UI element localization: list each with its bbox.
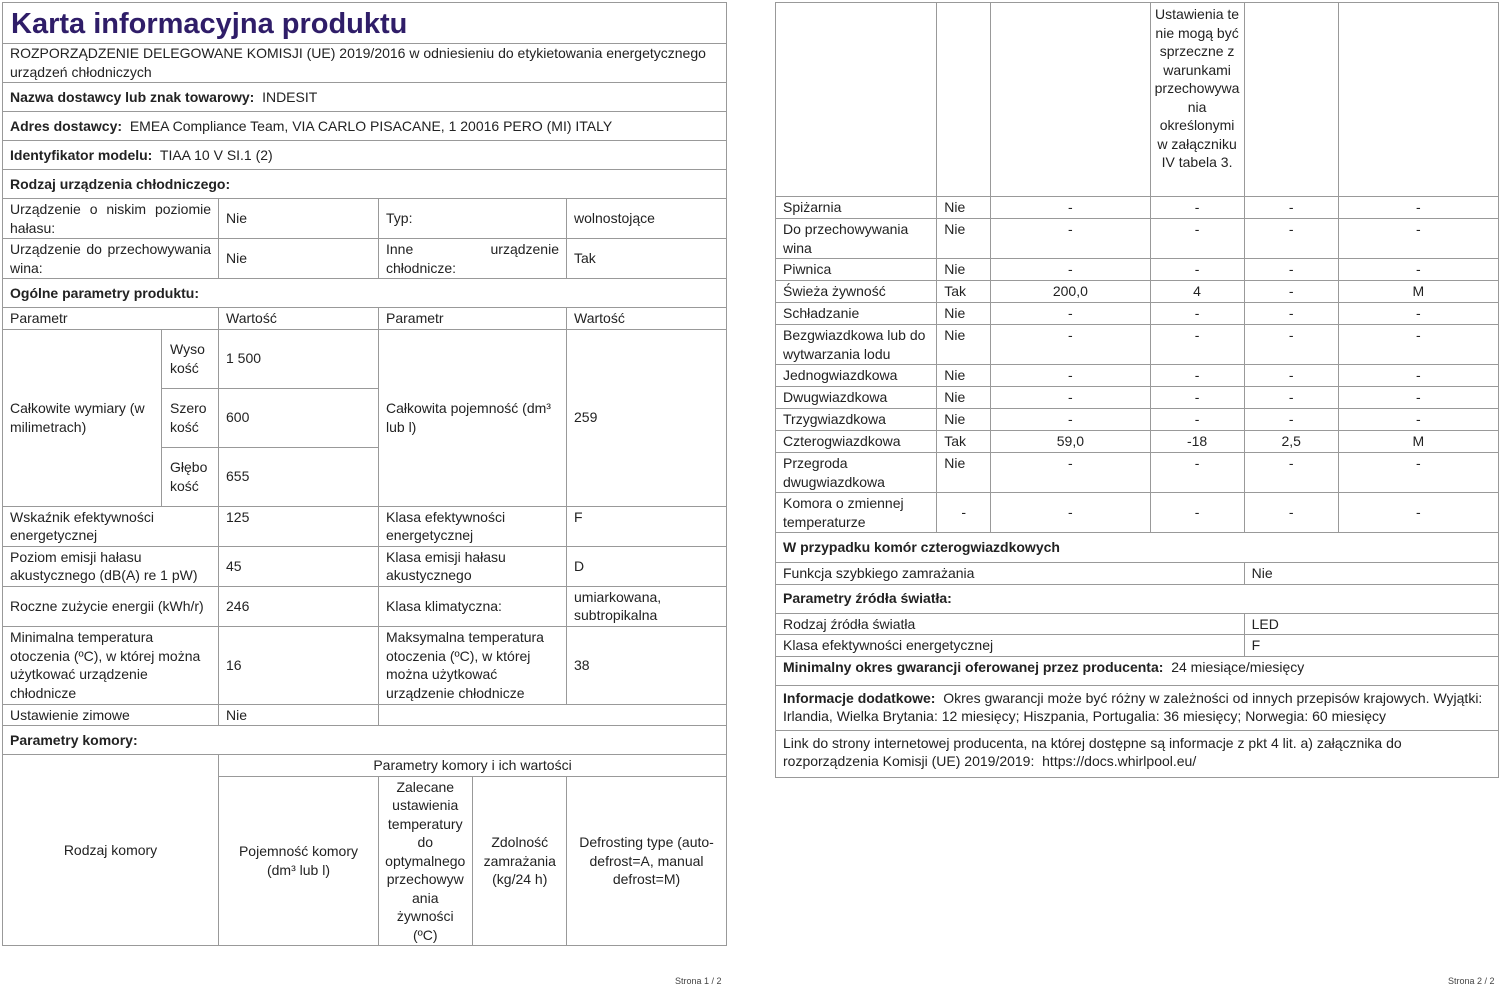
compartment-row (776, 409, 1499, 431)
compartment-row (776, 493, 1499, 533)
compartment-temp: - (1150, 259, 1244, 281)
compartment-name: Piwnica (776, 259, 937, 281)
comp-params-header: Parametry komory i ich wartości (219, 755, 727, 777)
compartment-temp: - (1150, 409, 1244, 431)
compartment-defrost: - (1338, 453, 1498, 493)
page-2 (775, 2, 1499, 778)
comp-defrost-header: Defrosting type (auto-defrost=A, manual defrost=M) (567, 776, 727, 946)
compartment-name: Do przechowywania wina (776, 219, 937, 259)
blank-cell-1 (776, 3, 937, 197)
other-label: Inne urządzenie chłodnicze: (379, 239, 567, 279)
compartment-volume: - (991, 365, 1150, 387)
link-text: Link do strony internetowej producenta, na której dostępne są informacje z pkt 4 lit. a) załącznika do rozporządzenia Komisji (UE) 2019/2019: (783, 734, 1402, 769)
warranty-value: 24 miesiące/miesięcy (1171, 658, 1305, 675)
depth-label: Głębokość (162, 447, 219, 506)
column-header-param-2: Parametr (379, 308, 567, 330)
wine-value: Nie (219, 239, 379, 279)
compartment-temp: -18 (1150, 431, 1244, 453)
compartment-freeze: - (1244, 303, 1338, 325)
compartment-freeze: - (1244, 259, 1338, 281)
address-row (3, 112, 727, 141)
compartment-row (776, 325, 1499, 365)
compartment-defrost: - (1338, 387, 1498, 409)
compartment-present: Nie (937, 325, 991, 365)
compartment-temp: - (1150, 325, 1244, 365)
compartment-defrost: - (1338, 219, 1498, 259)
compartment-temp: - (1150, 197, 1244, 219)
compartment-freeze: - (1244, 387, 1338, 409)
fast-freeze-value: Nie (1244, 563, 1498, 585)
compartment-present: Nie (937, 453, 991, 493)
compartment-name: Świeża żywność (776, 281, 937, 303)
max-temp-label: Maksymalna temperatura otoczenia (ºC), w której można użytkować urządzenie chłodnicze (379, 626, 567, 704)
depth-value: 655 (219, 447, 379, 506)
compartment-row (776, 453, 1499, 493)
type-label: Typ: (379, 199, 567, 239)
winter-value: Nie (219, 704, 379, 726)
empty-cell (379, 704, 727, 726)
comp-volume-header: Pojemność komory (dm³ lub l) (219, 776, 379, 946)
compartment-freeze: - (1244, 281, 1338, 303)
winter-label: Ustawienie zimowe (3, 704, 219, 726)
extra-info-value: Okres gwarancji może być różny w zależności od innych przepisów krajowych. Wyjątki: Irlandia, Wielka Brytania: 12 miesięcy; Hiszpania, Portugalia: 36 miesięcy; Norwegia: 60 miesięcy (783, 689, 1483, 724)
compartment-present: Nie (937, 409, 991, 431)
compartment-freeze: - (1244, 197, 1338, 219)
compartment-row (776, 303, 1499, 325)
compartment-row (776, 431, 1499, 453)
compartment-freeze: - (1244, 365, 1338, 387)
compartment-temp: - (1150, 303, 1244, 325)
compartment-defrost: - (1338, 365, 1498, 387)
compartment-name: Komora o zmiennej temperaturze (776, 493, 937, 533)
column-header-value: Wartość (219, 308, 379, 330)
compartment-row (776, 197, 1499, 219)
page-2-footer: Strona 2 / 2 (1448, 976, 1495, 986)
width-label: Szerokość (162, 388, 219, 447)
warranty-label: Minimalny okres gwarancji oferowanej przez producenta: (783, 658, 1164, 675)
model-label: Identyfikator modelu: (10, 146, 153, 163)
compartment-defrost: M (1338, 281, 1498, 303)
blank-cell-5 (1338, 3, 1498, 197)
fast-freeze-label: Funkcja szybkiego zamrażania (776, 563, 1245, 585)
compartment-defrost: - (1338, 303, 1498, 325)
compartment-row (776, 281, 1499, 303)
compartment-freeze: - (1244, 493, 1338, 533)
compartment-row (776, 365, 1499, 387)
compartment-volume: - (991, 219, 1150, 259)
manufacturer-link[interactable]: https://docs.whirlpool.eu/ (1042, 753, 1197, 769)
comp-sub-headers (379, 776, 567, 946)
compartment-volume: - (991, 493, 1150, 533)
compartment-row (776, 259, 1499, 281)
compartment-rows (776, 197, 1499, 533)
compartment-volume: 200,0 (991, 281, 1150, 303)
compartment-table (775, 2, 1499, 778)
compartment-freeze: - (1244, 219, 1338, 259)
compartment-name: Trzygwiazdkowa (776, 409, 937, 431)
compartment-freeze: - (1244, 325, 1338, 365)
low-noise-label: Urządzenie o niskim poziomie hałasu: (3, 199, 219, 239)
temp-note: Ustawienia te nie mogą być sprzeczne z warunkami przechowywania określonymi w załączniku IV tabela 3. (1150, 3, 1244, 197)
blank-cell-2 (937, 3, 991, 197)
eei-label: Wskaźnik efektywności energetycznej (3, 506, 219, 546)
compartment-defrost: - (1338, 259, 1498, 281)
wine-label: Urządzenie do przechowywania wina: (3, 239, 219, 279)
compartment-present: Nie (937, 259, 991, 281)
compartment-name: Spiżarnia (776, 197, 937, 219)
comp-temp-header: Zalecane ustawienia temperatury do optymalnego przechowywania żywności (ºC) (379, 777, 472, 946)
blank-cell-3 (991, 3, 1150, 197)
compartment-name: Jednogwiazdkowa (776, 365, 937, 387)
four-star-section-heading: W przypadku komór czterogwiazdkowych (776, 533, 1499, 563)
page-title: Karta informacyjna produktu (3, 3, 727, 44)
compartment-volume: - (991, 453, 1150, 493)
compartment-temp: 4 (1150, 281, 1244, 303)
compartment-temp: - (1150, 493, 1244, 533)
model-row (3, 141, 727, 170)
energy-class-value: F (567, 506, 727, 546)
low-noise-value: Nie (219, 199, 379, 239)
compartment-volume: - (991, 259, 1150, 281)
compartment-volume: 59,0 (991, 431, 1150, 453)
compartment-temp: - (1150, 453, 1244, 493)
comp-freeze-header: Zdolność zamrażania (kg/24 h) (483, 834, 556, 887)
light-class-label: Klasa efektywności energetycznej (776, 635, 1245, 657)
height-value: 1 500 (219, 329, 379, 388)
climate-value: umiarkowana, subtropikalna (567, 586, 727, 626)
compartment-freeze: - (1244, 453, 1338, 493)
column-header-param: Parametr (3, 308, 219, 330)
compartment-temp: - (1150, 219, 1244, 259)
supplier-value: INDESIT (262, 88, 318, 105)
warranty-row (776, 656, 1499, 685)
regulation-text: ROZPORZĄDZENIE DELEGOWANE KOMISJI (UE) 2019/2016 w odniesieniu do etykietowania energetycznego urządzeń chłodniczych (3, 44, 727, 83)
general-section-heading: Ogólne parametry produktu: (3, 279, 727, 308)
annual-energy-label: Roczne zużycie energii (kWh/r) (3, 586, 219, 626)
dims-label: Całkowite wymiary (w milimetrach) (3, 329, 162, 506)
noise-label: Poziom emisji hałasu akustycznego (dB(A) re 1 pW) (3, 546, 219, 586)
height-label: Wysokość (162, 329, 219, 388)
address-value: EMEA Compliance Team, VIA CARLO PISACANE, 1 20016 PERO (MI) ITALY (129, 117, 613, 134)
type-value: wolnostojące (567, 199, 727, 239)
type-section-heading: Rodzaj urządzenia chłodniczego: (3, 170, 727, 199)
compartment-volume: - (991, 197, 1150, 219)
noise-class-label: Klasa emisji hałasu akustycznego (379, 546, 567, 586)
compartment-name: Czterogwiazdkowa (776, 431, 937, 453)
compartment-row (776, 219, 1499, 259)
compartment-defrost: - (1338, 197, 1498, 219)
light-type-value: LED (1244, 613, 1498, 635)
compartment-name: Przegroda dwugwiazdkowa (776, 453, 937, 493)
compartment-name: Bezgwiazdkowa lub do wytwarzania lodu (776, 325, 937, 365)
comp-type-header: Rodzaj komory (3, 755, 219, 946)
compartment-defrost: - (1338, 409, 1498, 431)
compartment-present: Nie (937, 303, 991, 325)
max-temp-value: 38 (567, 626, 727, 704)
address-label: Adres dostawcy: (10, 117, 123, 134)
climate-label: Klasa klimatyczna: (379, 586, 567, 626)
compartment-volume: - (991, 303, 1150, 325)
compartment-defrost: M (1338, 431, 1498, 453)
compartment-volume: - (991, 387, 1150, 409)
compartment-section-heading: Parametry komory: (3, 726, 727, 755)
blank-cell-4 (1244, 3, 1338, 197)
energy-class-label: Klasa efektywności energetycznej (379, 506, 567, 546)
compartment-present: Tak (937, 281, 991, 303)
compartment-present: Tak (937, 431, 991, 453)
comp-sub-table (379, 777, 567, 946)
other-value: Tak (567, 239, 727, 279)
compartment-present: Nie (937, 197, 991, 219)
compartment-volume: - (991, 409, 1150, 431)
supplier-label: Nazwa dostawcy lub znak towarowy: (10, 88, 255, 105)
compartment-present: Nie (937, 365, 991, 387)
capacity-label: Całkowita pojemność (dm³ lub l) (379, 329, 567, 506)
page-1 (2, 2, 726, 946)
compartment-name: Dwugwiazdkowa (776, 387, 937, 409)
supplier-row (3, 83, 727, 112)
noise-value: 45 (219, 546, 379, 586)
product-info-table (2, 2, 727, 946)
light-type-label: Rodzaj źródła światła (776, 613, 1245, 635)
light-section-heading: Parametry źródła światła: (776, 584, 1499, 613)
extra-info-label: Informacje dodatkowe: (783, 689, 936, 706)
compartment-defrost: - (1338, 325, 1498, 365)
noise-class-value: D (567, 546, 727, 586)
column-header-value-2: Wartość (567, 308, 727, 330)
compartment-volume: - (991, 325, 1150, 365)
extra-info-row (776, 685, 1499, 730)
compartment-temp: - (1150, 387, 1244, 409)
compartment-freeze: - (1244, 409, 1338, 431)
compartment-freeze: 2,5 (1244, 431, 1338, 453)
compartment-row (776, 387, 1499, 409)
link-row (776, 730, 1499, 777)
light-class-value: F (1244, 635, 1498, 657)
page-1-footer: Strona 1 / 2 (675, 976, 722, 986)
compartment-present: Nie (937, 219, 991, 259)
width-value: 600 (219, 388, 379, 447)
compartment-present: - (937, 493, 991, 533)
compartment-name: Schładzanie (776, 303, 937, 325)
annual-energy-value: 246 (219, 586, 379, 626)
compartment-defrost: - (1338, 493, 1498, 533)
min-temp-label: Minimalna temperatura otoczenia (ºC), w której można użytkować urządzenie chłodnicze (3, 626, 219, 704)
model-value: TIAA 10 V SI.1 (2) (159, 146, 273, 163)
eei-value: 125 (219, 506, 379, 546)
compartment-temp: - (1150, 365, 1244, 387)
min-temp-value: 16 (219, 626, 379, 704)
compartment-present: Nie (937, 387, 991, 409)
capacity-value: 259 (567, 329, 727, 506)
